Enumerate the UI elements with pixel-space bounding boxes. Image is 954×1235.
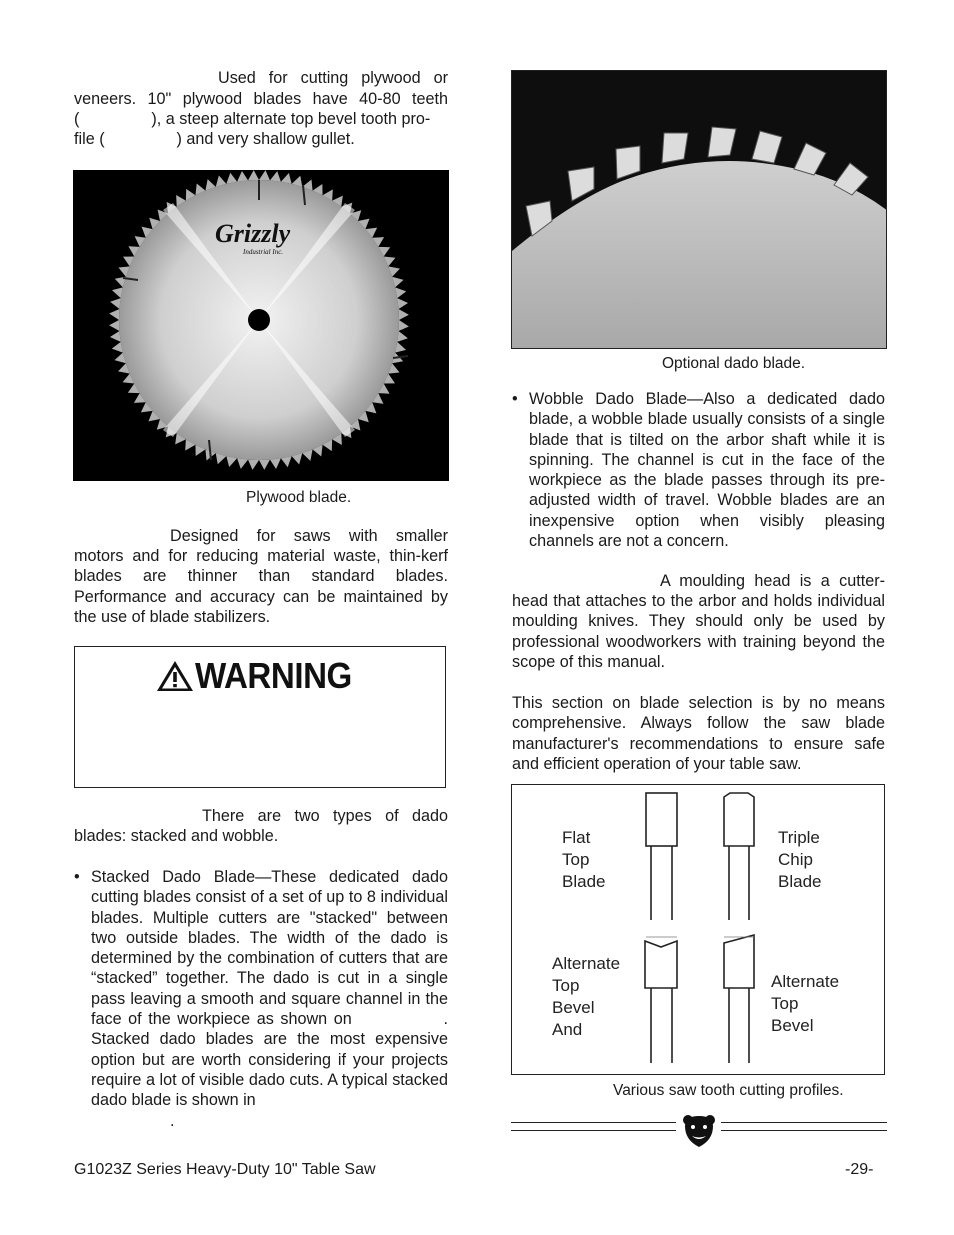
dado-second-line: blades: stacked and wobble. bbox=[74, 827, 279, 845]
plywood-blade-illustration bbox=[73, 170, 449, 481]
warning-header bbox=[155, 655, 366, 697]
plywood-caption: Plywood blade. bbox=[246, 489, 352, 506]
profile-atb-label: Alternate Top Bevel bbox=[771, 972, 840, 1035]
stacked-dado-bullet: • Stacked Dado Blade—These dedicated dado cutting blades consist of a set of up to 8 individual blades. Multiple cutters are "stacked" between two outside blades. The width of the dado is determined by the combination of cutters that are “stacked” together. The dado is cut in a single pass leaving a smooth and square channel in the face of the workpiece as shown on . Stacked dado blades are the most expensive option but are worth considering if your projects require a lot of visible dado cuts. A typical stacked dado blade is shown in bbox=[74, 867, 448, 1111]
footer-title: G1023Z Series Heavy-Duty 10" Table Saw bbox=[74, 1161, 376, 1178]
warning-triangle-icon bbox=[155, 659, 195, 693]
profile-atb-and-label: Alternate Top Bevel And bbox=[552, 954, 621, 1039]
blade-selection-paragraph: This section on blade selection is by no means comprehensive. Always follow the saw blade manufacturer's recommendations to ensure safe and efficient operation of your table saw. bbox=[512, 694, 885, 773]
plywood-line-1: Used for cutting plywood or bbox=[218, 69, 448, 87]
profile-triple-chip-label: Triple Chip Blade bbox=[778, 828, 822, 891]
tooth-profiles-figure bbox=[511, 784, 885, 1075]
dado-blade-photo bbox=[511, 70, 887, 349]
wobble-dado-list bbox=[512, 389, 885, 551]
profile-flat-top-label: Flat Top Blade bbox=[562, 828, 606, 891]
warning-box bbox=[74, 646, 446, 788]
stacked-dado-list bbox=[74, 867, 453, 1111]
grizzly-logo: Grizzly bbox=[215, 219, 291, 248]
warning-title: WARNING bbox=[195, 655, 352, 696]
thinkerf-paragraph: motors and for reducing material waste, thin-kerf blades are thinner than standard blades. Performance and accuracy can be maintained by the use of blade stabilizers. bbox=[74, 547, 448, 626]
dado-caption: Optional dado blade. bbox=[662, 355, 806, 372]
profiles-caption: Various saw tooth cutting profiles. bbox=[613, 1082, 844, 1099]
moulding-paragraph: head that attaches to the arbor and holds individual moulding knives. They should only be used by professional woodworkers with training beyond the scope of this manual. bbox=[512, 592, 885, 671]
plywood-line-2: veneers. 10" plywood blades have 40-80 teeth bbox=[74, 90, 448, 108]
plywood-line-4: file ( ) and very shallow gullet. bbox=[74, 130, 355, 148]
stacked-dado-tail: . bbox=[170, 1112, 175, 1130]
dado-first-line: There are two types of dado bbox=[202, 807, 448, 825]
wobble-dado-bullet: • Wobble Dado Blade—Also a dedicated dado blade, a wobble blade usually consists of a single blade that is tilted on the arbor shaft while it is spinning. The channel is cut in the face of the workpiece as the blade passes through its pre-adjusted width of travel. Wobble blades are an inexpensive option when visibly pleasing channels are not a concern. bbox=[512, 389, 885, 551]
plywood-blade-photo bbox=[73, 170, 449, 481]
thinkerf-first-line: Designed for saws with smaller bbox=[170, 527, 448, 545]
dado-blade-illustration bbox=[512, 71, 887, 349]
bear-divider bbox=[511, 1118, 887, 1158]
plywood-line-3: ( ), a steep alternate top bevel tooth pro- bbox=[74, 110, 431, 128]
grizzly-bear-icon bbox=[681, 1112, 717, 1150]
moulding-first-line: A moulding head is a cutter- bbox=[660, 572, 885, 590]
grizzly-logo-sub: Industrial Inc. bbox=[243, 248, 284, 256]
footer-page-number: -29- bbox=[845, 1161, 874, 1178]
